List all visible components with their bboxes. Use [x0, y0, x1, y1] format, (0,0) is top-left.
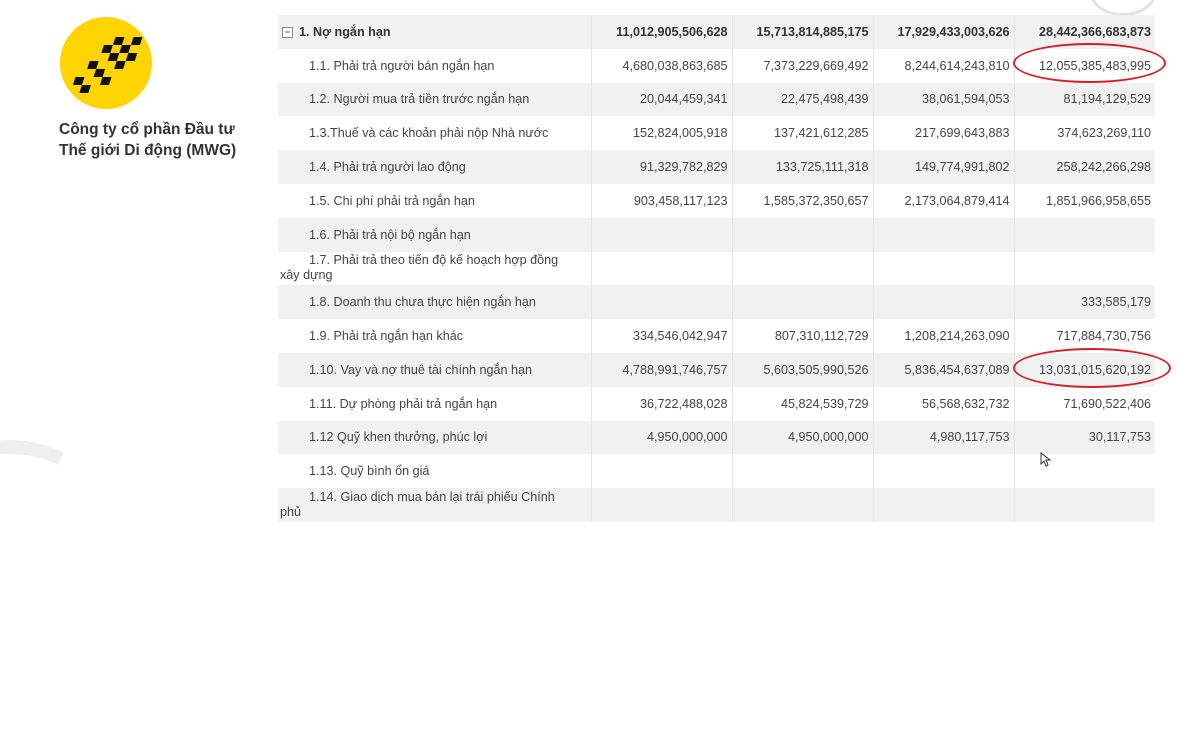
table-row — [278, 319, 1155, 353]
row-value — [732, 252, 873, 286]
row-value: 217,699,643,883 — [873, 116, 1014, 150]
row-value: 4,950,000,000 — [732, 421, 873, 455]
row-value — [591, 252, 732, 286]
row-value — [873, 252, 1014, 286]
header-value-3: 17,929,433,003,626 — [873, 15, 1014, 49]
row-value: 45,824,539,729 — [732, 387, 873, 421]
row-value — [873, 218, 1014, 252]
row-value — [732, 454, 873, 488]
row-value: 149,774,991,802 — [873, 150, 1014, 184]
table-row — [278, 184, 1155, 218]
row-value: 12,055,385,483,995 — [1014, 49, 1155, 83]
row-value: 22,475,498,439 — [732, 83, 873, 117]
row-label: 1.2. Người mua trả tiền trước ngắn hạn — [278, 83, 591, 117]
table-row — [278, 83, 1155, 117]
header-value-1: 11,012,905,506,628 — [591, 15, 732, 49]
row-value: 5,836,454,637,089 — [873, 353, 1014, 387]
decorative-arc-bottom — [0, 404, 174, 734]
row-value — [1014, 488, 1155, 522]
row-value — [732, 285, 873, 319]
row-label — [278, 488, 591, 522]
row-value: 334,546,042,947 — [591, 319, 732, 353]
row-value: 807,310,112,729 — [732, 319, 873, 353]
header-value-2: 15,713,814,885,175 — [732, 15, 873, 49]
row-value: 2,173,064,879,414 — [873, 184, 1014, 218]
row-value: 81,194,129,529 — [1014, 83, 1155, 117]
mouse-cursor-icon — [1040, 452, 1052, 468]
row-label: 1.4. Phải trả người lao động — [278, 150, 591, 184]
row-value: 20,044,459,341 — [591, 83, 732, 117]
row-value — [591, 454, 732, 488]
row-value: 30,117,753 — [1014, 421, 1155, 455]
row-value: 38,061,594,053 — [873, 83, 1014, 117]
row-label: 1.13. Quỹ bình ổn giá — [278, 454, 591, 488]
mwg-logo — [60, 17, 152, 109]
collapse-toggle-icon[interactable]: − — [282, 27, 293, 38]
row-value: 5,603,505,990,526 — [732, 353, 873, 387]
table-header-row — [278, 15, 1155, 49]
row-value: 4,680,038,863,685 — [591, 49, 732, 83]
row-value — [873, 285, 1014, 319]
row-value — [1014, 218, 1155, 252]
row-label: 1.9. Phải trả ngắn hạn khác — [278, 319, 591, 353]
financial-table — [278, 15, 1155, 522]
table-row — [278, 218, 1155, 252]
row-value: 7,373,229,669,492 — [732, 49, 873, 83]
row-label-line1: 1.7. Phải trả theo tiến độ kế hoạch hợp đồng — [309, 253, 559, 268]
row-value: 333,585,179 — [1014, 285, 1155, 319]
row-value: 56,568,632,732 — [873, 387, 1014, 421]
row-value: 374,623,269,110 — [1014, 116, 1155, 150]
row-value: 903,458,117,123 — [591, 184, 732, 218]
row-value — [591, 488, 732, 522]
row-value — [591, 218, 732, 252]
row-value: 91,329,782,829 — [591, 150, 732, 184]
mwg-checkered-logo-icon — [60, 17, 152, 109]
table-row — [278, 353, 1155, 387]
row-label-line1: 1.14. Giao dịch mua bán lại trái phiếu Chính — [309, 490, 555, 505]
row-value: 1,208,214,263,090 — [873, 319, 1014, 353]
company-name-line1: Công ty cổ phần Đầu tư — [59, 121, 235, 138]
section-title-label: 1. Nợ ngắn hạn — [299, 24, 391, 39]
row-label: 1.11. Dự phòng phải trả ngắn hạn — [278, 387, 591, 421]
row-value: 133,725,111,318 — [732, 150, 873, 184]
row-label: 1.1. Phải trả người bán ngắn hạn — [278, 49, 591, 83]
row-label: 1.5. Chi phí phải trả ngắn hạn — [278, 184, 591, 218]
row-label-line2: xây dựng — [280, 268, 333, 283]
table-row — [278, 421, 1155, 455]
row-value: 71,690,522,406 — [1014, 387, 1155, 421]
row-value — [873, 488, 1014, 522]
row-value: 4,788,991,746,757 — [591, 353, 732, 387]
row-label: 1.10. Vay và nợ thuê tài chính ngắn hạn — [278, 353, 591, 387]
row-label: 1.3.Thuế và các khoản phải nộp Nhà nước — [278, 116, 591, 150]
row-value: 152,824,005,918 — [591, 116, 732, 150]
row-value — [1014, 252, 1155, 286]
table-row — [278, 252, 1155, 286]
table-row — [278, 116, 1155, 150]
header-value-4: 28,442,366,683,873 — [1014, 15, 1155, 49]
row-value — [591, 285, 732, 319]
row-value: 4,950,000,000 — [591, 421, 732, 455]
row-value: 1,851,966,958,655 — [1014, 184, 1155, 218]
table-row — [278, 285, 1155, 319]
row-value — [732, 218, 873, 252]
table-row — [278, 488, 1155, 522]
row-value — [732, 488, 873, 522]
row-label: 1.8. Doanh thu chưa thực hiện ngắn hạn — [278, 285, 591, 319]
row-label-line2: phủ — [280, 505, 302, 520]
row-label — [278, 252, 591, 286]
row-label: 1.6. Phải trả nội bộ ngắn hạn — [278, 218, 591, 252]
row-value: 13,031,015,620,192 — [1014, 353, 1155, 387]
row-value: 717,884,730,756 — [1014, 319, 1155, 353]
row-label: 1.12 Quỹ khen thưởng, phúc lợi — [278, 421, 591, 455]
row-value: 4,980,117,753 — [873, 421, 1014, 455]
table-row — [278, 49, 1155, 83]
row-value: 258,242,266,298 — [1014, 150, 1155, 184]
table-row — [278, 150, 1155, 184]
table-row — [278, 454, 1155, 488]
decorative-arc-top — [1090, 0, 1156, 16]
row-value: 1,585,372,350,657 — [732, 184, 873, 218]
table-row — [278, 387, 1155, 421]
row-value: 8,244,614,243,810 — [873, 49, 1014, 83]
row-value — [873, 454, 1014, 488]
row-value: 137,421,612,285 — [732, 116, 873, 150]
row-value — [1014, 454, 1155, 488]
row-value: 36,722,488,028 — [591, 387, 732, 421]
section-title — [278, 15, 591, 49]
company-name — [59, 119, 289, 161]
company-name-line2: Thế giới Di động (MWG) — [59, 142, 237, 159]
